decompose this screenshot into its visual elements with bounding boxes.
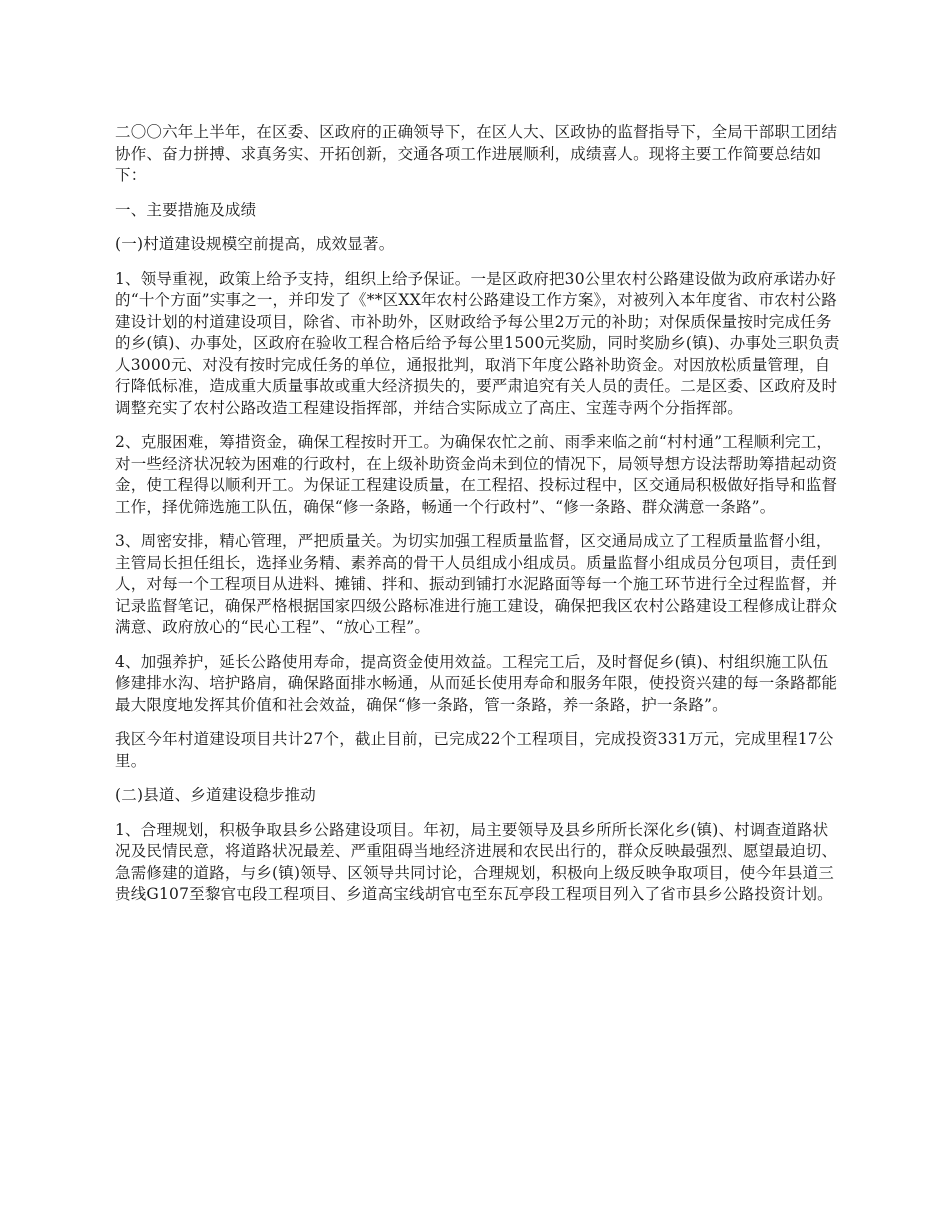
section-heading-main-measures: 一、主要措施及成绩 [115, 200, 257, 219]
document-body [115, 122, 840, 919]
paragraph-village-road-results: 我区今年村道建设项目共计27个，截止目前，已完成22个工程项目，完成投资331万元，完成里程17公里。 [115, 730, 834, 770]
intro-paragraph: 二〇〇六年上半年，在区委、区政府的正确领导下，在区人大、区政协的监督指导下，全局干部职工团结协作、奋力拼搏、求真务实、开拓创新，交通各项工作进展顺利，成绩喜人。现将主要工作简要总结如下： [115, 123, 838, 184]
paragraph-quality-control: 3、周密安排，精心管理，严把质量关。为切实加强工程质量监督，区交通局成立了工程质量监督小组，主管局长担任组长，选择业务精、素养高的骨干人员组成小组成员。质量监督小组成员分包项目，责任到人，对每一个工程项目从进料、摊铺、拌和、振动到铺打水泥路面等每一个施工环节进行全过程监督，并记录监督笔记，确保严格根据国家四级公路标准进行施工建设，确保把我区农村公路建设工程修成让群众满意、政府放心的“民心工程”、“放心工程”。 [115, 532, 838, 636]
paragraph-maintenance: 4、加强养护，延长公路使用寿命，提高资金使用效益。工程完工后，及时督促乡(镇)、村组织施工队伍修建排水沟、培护路肩，确保路面排水畅通，从而延长使用寿命和服务年限，使投资兴建的每一条路都能最大限度地发挥其价值和社会效益，确保“修一条路，管一条路，养一条路，护一条路”。 [115, 652, 838, 714]
paragraph-leadership-support: 1、领导重视，政策上给予支持，组织上给予保证。一是区政府把30公里农村公路建设做为政府承诺办好的“十个方面”实事之一，并印发了《**区XX年农村公路建设工作方案》，对被列入本年度省、市农村公路建设计划的村道建设项目，除省、市补助外，区财政给予每公里2万元的补助；对保质保量按时完成任务的乡(镇)、办事处，区政府在验收工程合格后给予每公里1500元奖励，同时奖励乡(镇)、办事处三职负责人3000元、对没有按时完成任务的单位，通报批判，取消下年度公路补助资金。对因放松质量管理，自行降低标准，造成重大质量事故或重大经济损失的，要严肃追究有关人员的责任。二是区委、区政府及时调整充实了农村公路改造工程建设指挥部，并结合实际成立了高庄、宝莲寺两个分指挥部。 [115, 269, 840, 417]
subsection-heading-village-roads: (一)村道建设规模空前提高，成效显著。 [115, 235, 395, 253]
subsection-heading-county-roads: (二)县道、乡道建设稳步推动 [115, 786, 316, 804]
paragraph-county-planning: 1、合理规划，积极争取县乡公路建设项目。年初，局主要领导及县乡所所长深化乡(镇)、村调查道路状况及民情民意，将道路状况最差、严重阻碍当地经济进展和农民出行的，群众反映最强烈、愿望最迫切、急需修建的道路，与乡(镇)领导、区领导共同讨论，合理规划，积极向上级反映争取项目，使今年县道三贵线G107至黎官屯段工程项目、乡道高宝线胡官屯至东瓦亭段工程项目列入了省市县乡公路投资计划。 [115, 820, 838, 903]
paragraph-funding: 2、克服困难，筹措资金，确保工程按时开工。为确保农忙之前、雨季来临之前“村村通”工程顺利完工，对一些经济状况较为困难的行政村，在上级补助资金尚未到位的情况下，局领导想方设法帮助筹措起动资金，使工程得以顺利开工。为保证工程建设质量，在工程招、投标过程中，区交通局积极做好指导和监督工作，择优筛选施工队伍，确保“修一条路，畅通一个行政村”、“修一条路、群众满意一条路”。 [115, 433, 838, 516]
